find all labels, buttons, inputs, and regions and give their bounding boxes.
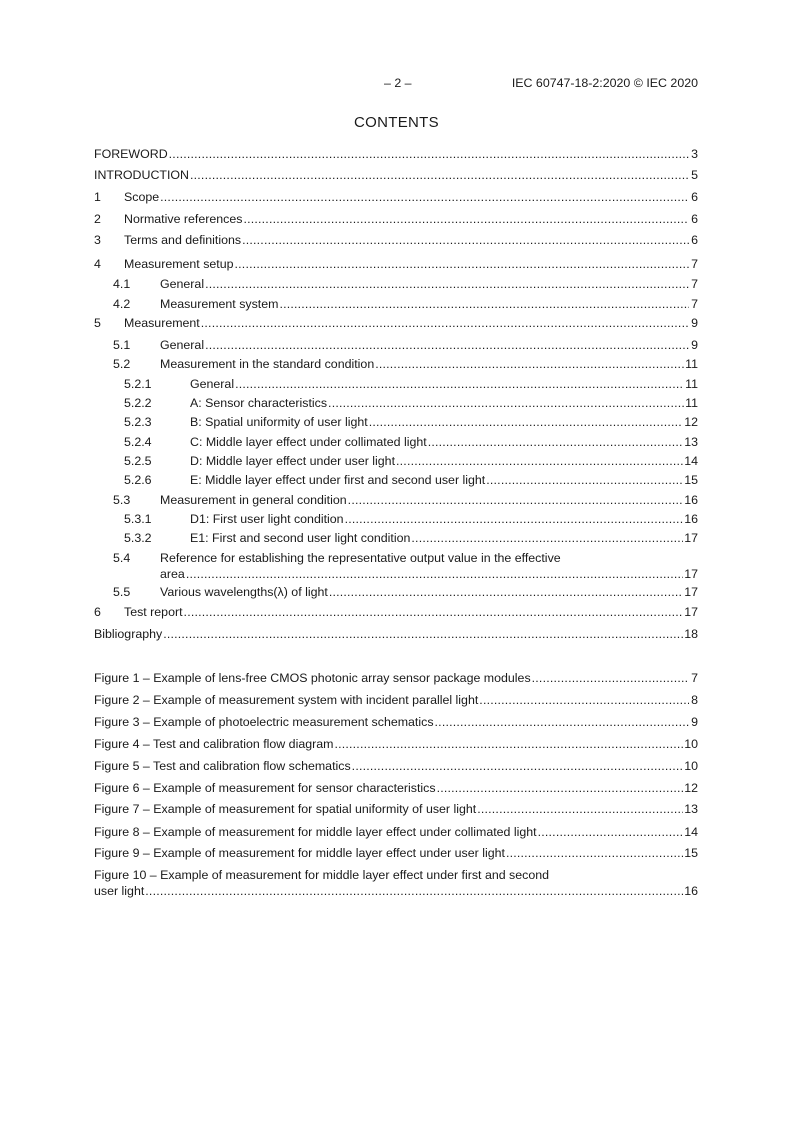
figure-entry-5[interactable]: Figure 5 – Test and calibration flow schematics ..... 10: [94, 758, 698, 774]
toc-entry-4-2[interactable]: 4.2 Measurement system ..... 7: [94, 296, 698, 312]
toc-entry-5-3[interactable]: 5.3 Measurement in general condition ..... 16: [94, 492, 698, 508]
toc-entry-5-2-3[interactable]: 5.2.3 B: Spatial uniformity of user light ..... 12: [94, 414, 698, 430]
toc-entry-5-2[interactable]: 5.2 Measurement in the standard condition ..... 11: [94, 356, 698, 372]
toc-entry-terms-definitions[interactable]: 3 Terms and definitions ..... 6: [94, 232, 698, 248]
toc-entry-introduction[interactable]: INTRODUCTION ..... 5: [94, 167, 698, 183]
figure-entry-2[interactable]: Figure 2 – Example of measurement system with incident parallel light ..... 8: [94, 692, 698, 708]
toc-entry-5-5[interactable]: 5.5 Various wavelengths(λ) of light ..... 17: [94, 584, 698, 600]
page-title: CONTENTS: [354, 114, 439, 131]
figure-entry-9[interactable]: Figure 9 – Example of measurement for middle layer effect under user light ..... 15: [94, 845, 698, 861]
figure-entry-1[interactable]: Figure 1 – Example of lens-free CMOS photonic array sensor package modules ..... 7: [94, 670, 698, 686]
figure-entry-7[interactable]: Figure 7 – Example of measurement for spatial uniformity of user light ..... 13: [94, 801, 698, 817]
toc-entry-5-2-2[interactable]: 5.2.2 A: Sensor characteristics ..... 11: [94, 395, 698, 411]
toc-entry-measurement-setup[interactable]: 4 Measurement setup ..... 7: [94, 256, 698, 272]
toc-entry-5-2-4[interactable]: 5.2.4 C: Middle layer effect under collimated light ..... 13: [94, 434, 698, 450]
page-number: – 2 –: [384, 76, 412, 90]
toc-entry-measurement[interactable]: 5 Measurement ..... 9: [94, 315, 698, 331]
toc-entry-foreword[interactable]: FOREWORD ..... 3: [94, 146, 698, 162]
toc-entry-test-report[interactable]: 6 Test report ..... 17: [94, 604, 698, 620]
toc-entry-normative-references[interactable]: 2 Normative references ..... 6: [94, 211, 698, 227]
toc-entry-5-4[interactable]: 5.4 Reference for establishing the representative output value in the effective area ..... 17: [94, 550, 698, 582]
figure-entry-8[interactable]: Figure 8 – Example of measurement for middle layer effect under collimated light ..... 14: [94, 824, 698, 840]
figure-entry-6[interactable]: Figure 6 – Example of measurement for sensor characteristics ..... 12: [94, 780, 698, 796]
toc-entry-4-1[interactable]: 4.1 General ..... 7: [94, 276, 698, 292]
figure-entry-4[interactable]: Figure 4 – Test and calibration flow diagram ..... 10: [94, 736, 698, 752]
toc-entry-5-2-5[interactable]: 5.2.5 D: Middle layer effect under user light ..... 14: [94, 453, 698, 469]
figure-entry-10[interactable]: Figure 10 – Example of measurement for middle layer effect under first and second user light ..... 16: [94, 867, 698, 899]
figure-entry-3[interactable]: Figure 3 – Example of photoelectric measurement schematics ..... 9: [94, 714, 698, 730]
toc-entry-bibliography[interactable]: Bibliography ..... 18: [94, 626, 698, 642]
toc-entry-5-2-1[interactable]: 5.2.1 General ..... 11: [94, 376, 698, 392]
toc-entry-scope[interactable]: 1 Scope ..... 6: [94, 189, 698, 205]
page-header: [94, 76, 698, 92]
toc-entry-5-3-1[interactable]: 5.3.1 D1: First user light condition ..... 16: [94, 511, 698, 527]
document-id: IEC 60747-18-2:2020 © IEC 2020: [511, 76, 698, 90]
toc-entry-5-1[interactable]: 5.1 General ..... 9: [94, 337, 698, 353]
toc-entry-5-2-6[interactable]: 5.2.6 E: Middle layer effect under first and second user light ..... 15: [94, 472, 698, 488]
toc-entry-5-3-2[interactable]: 5.3.2 E1: First and second user light condition ..... 17: [94, 530, 698, 546]
